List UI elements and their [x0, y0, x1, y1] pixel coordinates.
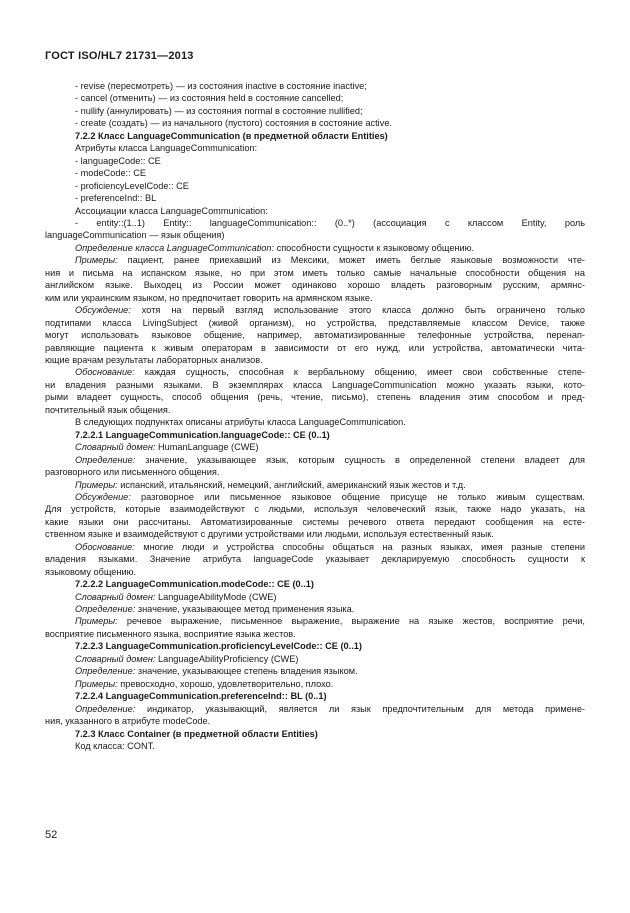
list-item	[45, 92, 585, 104]
text: разговорного или письменного общения.	[45, 467, 220, 478]
page-header: ГОСТ ISO/HL7 21731—2013	[45, 50, 194, 62]
text: 7.2.3 Класс Container (в предметной области Entities)	[75, 728, 318, 739]
list-item	[45, 192, 585, 204]
paragraph-line	[45, 317, 585, 329]
text: владения языками. Значение атрибута languageCode указывает декларируемую способность сущности к	[45, 554, 585, 565]
text: подтипами класса LivingSubject (живой организм), но устройства, представляемые классом Device, также	[45, 317, 585, 328]
paragraph-line	[45, 404, 585, 416]
list-item	[45, 117, 585, 129]
text: Для устройств, которые взаимодействуют с людьми, используя человеческий язык, также надо указать, на	[45, 504, 585, 515]
text: рыми владеет сущность, способ общения (речь, чтение, письмо), степень владения этим способом и пред-	[45, 392, 585, 403]
label: Обоснование:	[75, 367, 135, 378]
paragraph	[45, 205, 585, 217]
text: ни владения разными языками. В экземплярах класса LanguageCommunication можно указать языки, кото-	[45, 379, 585, 390]
text: ким или украинским языком, но предпочитает говорить на армянском языке.	[45, 292, 373, 303]
paragraph	[45, 653, 585, 665]
section-heading	[45, 690, 585, 702]
label: Примеры:	[75, 616, 118, 627]
text: речевое выражение, письменное выражение, выражение на языке жестов, восприятие речи,	[117, 616, 585, 627]
text: - languageCode:: CE	[75, 155, 161, 166]
text: многие люди и устройства способны общаться на разных языках, имея разные степени	[134, 541, 585, 552]
text: В следующих подпунктах описаны атрибуты класса LanguageCommunication.	[75, 417, 406, 428]
label: Обсуждение:	[75, 491, 131, 502]
label: Определение:	[75, 604, 136, 615]
paragraph-line	[45, 342, 585, 354]
text: Атрибуты класса LanguageCommunication:	[75, 143, 258, 154]
text: ния, указанного в атрибуте modeCode.	[45, 716, 211, 727]
paragraph-line	[45, 503, 585, 515]
paragraph-line	[45, 267, 585, 279]
text: ния и письма на испанском языке, но при этом иметь только самые начальные способности общения на	[45, 267, 585, 278]
list-item	[45, 167, 585, 179]
list-item	[45, 105, 585, 117]
label: Словарный домен:	[75, 442, 156, 453]
text: ственном языке и взаимодействуют с другими устройствами или людьми, используя естественный язык.	[45, 529, 494, 540]
text: испанский, итальянский, немецкий, английский, американский язык жестов и т.д.	[117, 479, 466, 490]
list-item	[45, 180, 585, 192]
text: 7.2.2.3 LanguageCommunication.proficiencyLevelCode:: CE (0..1)	[75, 641, 362, 652]
section-heading	[45, 130, 585, 142]
text: индикатор, указывающий, является ли язык предпочтительным для метода примене-	[135, 703, 585, 714]
paragraph-line	[45, 628, 585, 640]
paragraph-line	[45, 528, 585, 540]
paragraph-line	[45, 553, 585, 565]
paragraph-line	[45, 354, 585, 366]
paragraph	[45, 366, 585, 378]
text: значение, указывающее язык, которым сущность в определенной степени владеет для	[135, 454, 585, 465]
paragraph-line	[45, 329, 585, 341]
text: почтительный язык общения.	[45, 404, 171, 415]
paragraph	[45, 703, 585, 715]
paragraph	[45, 491, 585, 503]
text: восприятие письменного языка, восприятие языка жестов.	[45, 628, 296, 639]
text: - create (создать) — из начального (пустого) состояния в состояние active.	[75, 118, 392, 129]
text: - revise (пересмотреть) — из состояния inactive в состояние inactive;	[75, 81, 367, 91]
list-item	[45, 80, 585, 92]
text: способности сущности к языковому общению.	[274, 242, 475, 253]
text: 7.2.2.4 LanguageCommunication.preferenceInd:: BL (0..1)	[75, 691, 327, 702]
label: Примеры:	[75, 255, 118, 266]
paragraph	[45, 591, 585, 603]
paragraph	[45, 454, 585, 466]
label: Примеры:	[75, 479, 118, 490]
paragraph-line	[45, 516, 585, 528]
text: значение, указывающее степень владения языком.	[135, 666, 358, 677]
paragraph-line	[45, 566, 585, 578]
paragraph	[45, 665, 585, 677]
paragraph-line	[45, 466, 585, 478]
paragraph	[45, 441, 585, 453]
text: - entity::(1..1) Entity:: languageCommunication:: (0..*) (ассоциация с классом Entity, роль	[75, 217, 585, 228]
label: Определение:	[75, 454, 136, 465]
paragraph	[45, 541, 585, 553]
paragraph	[45, 142, 585, 154]
label: Определение:	[75, 666, 136, 677]
page-number: 52	[45, 829, 58, 841]
label: Словарный домен:	[75, 591, 156, 602]
label: Обоснование:	[75, 541, 135, 552]
text: каждая сущность, способная к вербальному общению, имеет свои собственные степе-	[134, 367, 585, 378]
label: Определение:	[75, 703, 136, 714]
paragraph	[45, 740, 585, 752]
text: - nullify (аннулировать) — из состояния normal в состояние nullified;	[75, 105, 363, 116]
paragraph-line	[45, 391, 585, 403]
list-item	[45, 217, 585, 229]
paragraph	[45, 678, 585, 690]
label: Определение класса LanguageCommunication:	[75, 242, 275, 253]
text: пациент, ранее приехавший из Мексики, может иметь беглые языковые возможности чте-	[117, 255, 585, 266]
text: 7.2.2.2 LanguageCommunication.modeCode:: CE (0..1)	[75, 579, 314, 590]
paragraph	[45, 254, 585, 266]
text: хотя на первый взгляд использование этого класса должно быть ограничено только	[130, 305, 585, 316]
text: разговорное или письменное языковое общение присуще не только живым существам.	[130, 491, 585, 502]
text: LanguageAbilityMode (CWE)	[155, 591, 277, 602]
text: языковому общению.	[45, 566, 137, 577]
body-text	[45, 80, 585, 752]
paragraph-line	[45, 715, 585, 727]
paragraph	[45, 416, 585, 428]
list-item	[45, 155, 585, 167]
text: - preferenceInd:: BL	[75, 193, 157, 204]
paragraph-line	[45, 279, 585, 291]
paragraph-line	[45, 379, 585, 391]
paragraph	[45, 479, 585, 491]
list-item-continued	[45, 229, 585, 241]
section-heading	[45, 728, 585, 740]
text: 7.2.2.1 LanguageCommunication.languageCode:: CE (0..1)	[75, 429, 330, 440]
text: LanguageAbilityProficiency (CWE)	[155, 653, 299, 664]
text: Код класса: CONT.	[75, 741, 155, 752]
text: ющие врачам результаты лабораторных анализов.	[45, 354, 263, 365]
paragraph	[45, 603, 585, 615]
label: Примеры:	[75, 678, 118, 689]
text: какие языки они рассчитаны. Автоматизированные системы речевого ответа передают сообщения на есте-	[45, 516, 585, 527]
text: - proficiencyLevelCode:: CE	[75, 180, 189, 191]
section-heading	[45, 578, 585, 590]
text: languageCommunication — язык общения)	[45, 230, 225, 241]
label: Обсуждение:	[75, 305, 131, 316]
text: - cancel (отменить) — из состояния held в состояние cancelled;	[75, 93, 344, 104]
paragraph	[45, 615, 585, 627]
text: английском языке. Выходец из России может одинаково хорошо владеть разговорным русским, армянс-	[45, 280, 585, 291]
text: HumanLanguage (CWE)	[155, 442, 259, 453]
text: 7.2.2 Класс LanguageCommunication (в предметной области Entities)	[75, 130, 388, 141]
section-heading	[45, 429, 585, 441]
label: Словарный домен:	[75, 653, 156, 664]
paragraph	[45, 304, 585, 316]
paragraph-line	[45, 292, 585, 304]
paragraph	[45, 242, 585, 254]
text: равляющие пациента к живым операторам в зависимости от его нужд, или устройства, автоматически чита-	[45, 342, 585, 353]
text: превосходно, хорошо, удовлетворительно, плохо.	[117, 678, 334, 689]
text: Ассоциации класса LanguageCommunication:	[75, 205, 268, 216]
section-heading	[45, 640, 585, 652]
text: могут использовать языковое общение, например, автоматизированные телефонные устройства, перенап-	[45, 330, 585, 341]
text: значение, указывающее метод применения языка.	[135, 604, 355, 615]
text: - modeCode:: CE	[75, 168, 146, 179]
